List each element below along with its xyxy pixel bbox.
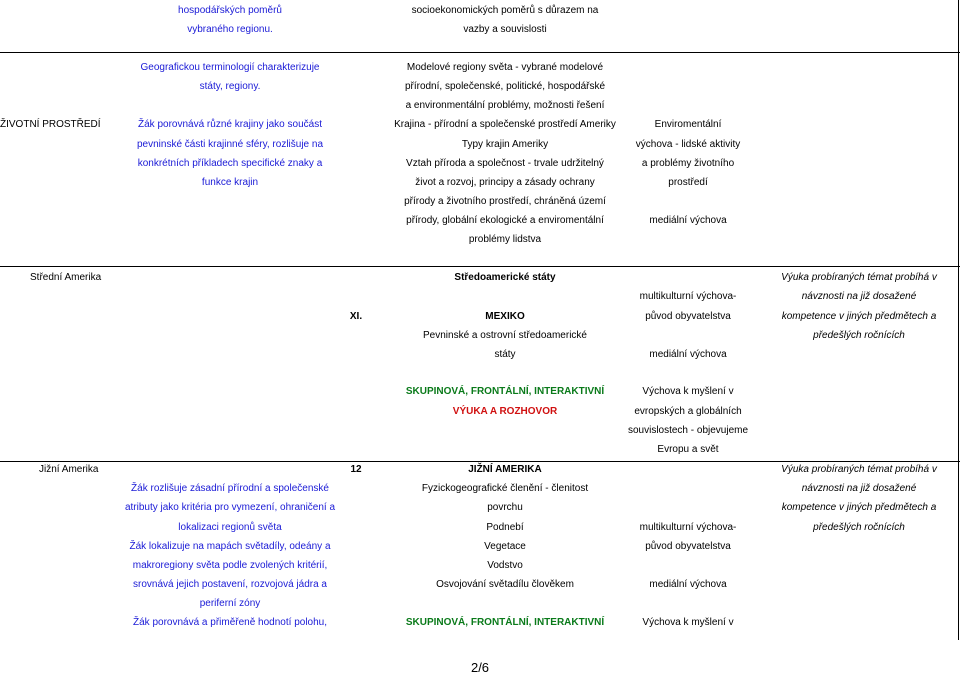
cell-c6: Výuka probíraných témat probíhá v [781,272,937,283]
cell-c4: Středoamerické státy [454,272,556,283]
cell-c4: Vegetace [484,541,526,552]
cell-c5: souvislostech - objevujeme [627,425,749,436]
cell-c5: Enviromentální [654,119,722,130]
cell-c6: kompetence v jiných předmětech a [781,502,937,513]
cell-c6: návznosti na již dosažené [801,483,917,494]
cell-c2: pevninské části krajinné sféry, rozlišuje na [136,139,324,150]
row-separator [0,461,960,462]
cell-c2: lokalizaci regionů světa [178,522,282,533]
cell-c3: XI. [349,311,363,322]
cell-c5: multikulturní výchova- [639,522,737,533]
cell-c6: předešlých ročnících [813,330,905,341]
cell-c5: prostředí [668,177,708,188]
cell-c2: srovnává jejich postavení, rozvojová jádra a [133,579,327,590]
cell-c2: státy, regiony. [199,81,261,92]
cell-c4: SKUPINOVÁ, FRONTÁLNÍ, INTERAKTIVNÍ [405,386,605,397]
page-number: 2/6 [470,660,490,675]
cell-c2: periferní zóny [199,598,261,609]
cell-c2: Žák lokalizuje na mapách světadíly, odeány a [129,541,331,552]
cell-c4: MEXIKO [485,311,525,322]
cell-c4: a environmentální problémy, možnosti řešení [405,100,605,111]
cell-c2: Geografickou terminologií charakterizuje [140,62,320,73]
cell-c2: vybraného regionu. [187,24,273,35]
cell-c4: Podnebí [486,522,524,533]
cell-c4: JIŽNÍ AMERIKA [468,464,542,475]
cell-c6: Výuka probíraných témat probíhá v [781,464,937,475]
cell-c4: Fyzickogeografické členění - členitost [421,483,589,494]
cell-c1: Jižní Amerika [39,464,99,475]
cell-c2: Žák porovnává různé krajiny jako součást [138,119,322,130]
cell-c6: kompetence v jiných předmětech a [781,311,937,322]
cell-c4: přírodní, společenské, politické, hospodářské [404,81,606,92]
cell-c5: a problémy životního [641,158,735,169]
cell-c1: ŽIVOTNÍ PROSTŘEDÍ [0,119,101,130]
cell-c4: přírody, globální ekologické a enviromentální [406,215,604,226]
cell-c4: problémy lidstva [468,234,542,245]
cell-c5: evropských a globálních [634,406,742,417]
cell-c2: hospodářských poměrů [178,5,282,16]
cell-c4: Vodstvo [487,560,523,571]
cell-c5: mediální výchova [649,579,727,590]
cell-c4: Vztah příroda a společnost - trvale udržitelný [406,158,604,169]
cell-c5: mediální výchova [649,349,727,360]
cell-c2: Žák porovnává a přiměřeně hodnotí polohu, [132,617,328,628]
cell-c4: Pevninské a ostrovní středoamerické [423,330,587,341]
cell-c2: makroregiony světa podle zvolených kritérií, [132,560,328,571]
row-separator [0,266,960,267]
cell-c5: Výchova k myšlení v [642,617,734,628]
cell-c5: původ obyvatelstva [645,541,731,552]
cell-c6: návznosti na již dosažené [801,291,917,302]
cell-c1: Střední Amerika [30,272,102,283]
cell-c6: předešlých ročnících [813,522,905,533]
cell-c4: SKUPINOVÁ, FRONTÁLNÍ, INTERAKTIVNÍ [405,617,605,628]
cell-c4: Osvojování světadílu člověkem [436,579,574,590]
cell-c5: původ obyvatelstva [645,311,731,322]
row-separator [0,52,960,53]
cell-c4: Modelové regiony světa - vybrané modelové [406,62,604,73]
cell-c5: výchova - lidské aktivity [635,139,741,150]
cell-c4: VÝUKA A ROZHOVOR [452,406,558,417]
cell-c2: atributy jako kritéria pro vymezení, ohraničení a [124,502,336,513]
cell-c3: 12 [350,464,362,475]
cell-c5: multikulturní výchova- [639,291,737,302]
cell-c2: konkrétních příkladech specifické znaky a [137,158,323,169]
cell-c4: povrchu [487,502,523,513]
cell-c2: funkce krajin [201,177,259,188]
cell-c4: Krajina - přírodní a společenské prostředí Ameriky [394,119,616,130]
cell-c4: přírody a životního prostředí, chráněná území [404,196,606,207]
cell-c4: život a rozvoj, principy a zásady ochrany [415,177,595,188]
cell-c4: státy [494,349,516,360]
right-border [958,0,959,640]
cell-c5: mediální výchova [649,215,727,226]
cell-c2: Žák rozlišuje zásadní přírodní a společenské [131,483,329,494]
cell-c4: vazby a souvislosti [463,24,547,35]
cell-c4: socioekonomických poměrů s důrazem na [411,5,599,16]
cell-c5: Evropu a svět [657,444,719,455]
cell-c5: Výchova k myšlení v [642,386,734,397]
cell-c4: Typy krajin Ameriky [461,139,549,150]
